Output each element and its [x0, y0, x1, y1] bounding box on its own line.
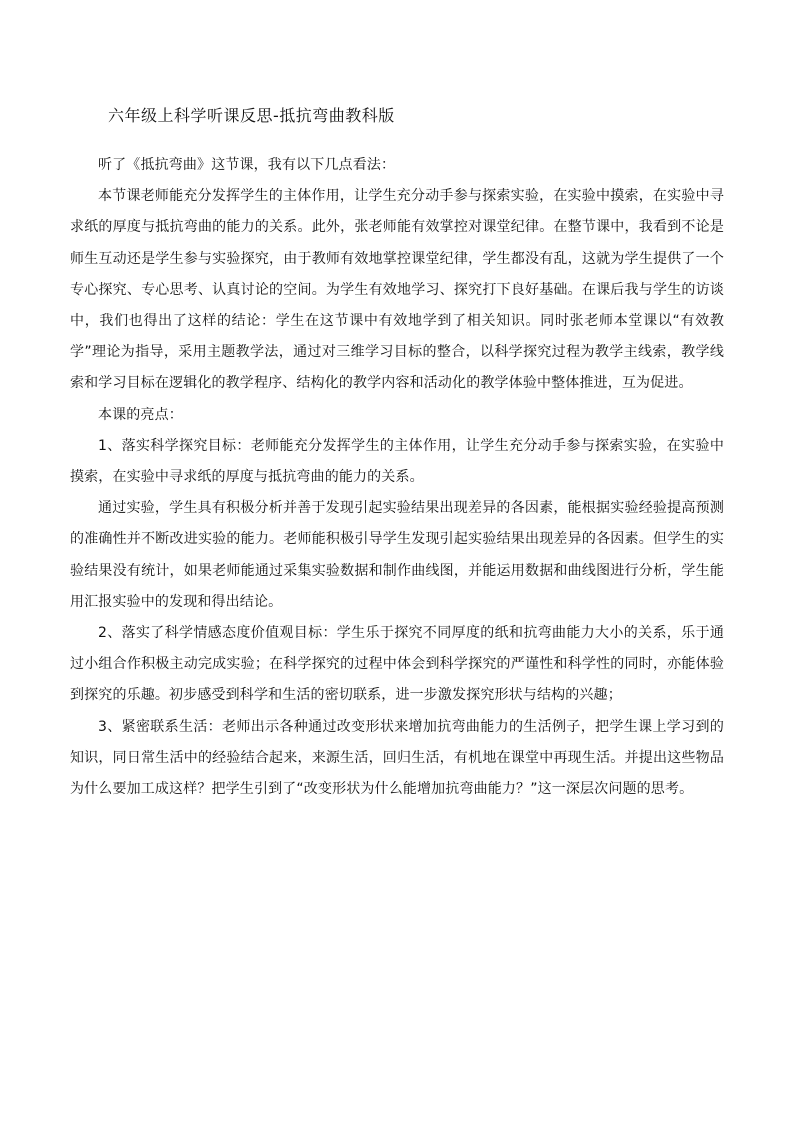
paragraph-experiment-analysis: 通过实验，学生具有积极分析并善于发现引起实验结果出现差异的各因素，能根据实验经验提高预测的准确性并不断改进实验的能力。老师能积极引导学生发现引起实验结果出现差异的各因素。但学生的实验结果没有统计，如果老师能通过采集实验数据和制作曲线图，并能运用数据和曲线图进行分析，学生能用汇报实验中的发现和得出结论。 — [70, 500, 724, 610]
paragraph-intro: 听了《抵抗弯曲》这节课，我有以下几点看法： — [98, 157, 396, 173]
paragraph-highlight-1: 1、落实科学探究目标：老师能充分发挥学生的主体作用，让学生充分动手参与探索实验，在实验中摸索，在实验中寻求纸的厚度与抵抗弯曲的能力的关系。 — [70, 437, 724, 486]
paragraph-overview: 本节课老师能充分发挥学生的主体作用，让学生充分动手参与探索实验，在实验中摸索，在实验中寻求纸的厚度与抵抗弯曲的能力的关系。此外，张老师能有效掌控对课堂纪律。在整节课中，我看到不论是师生互动还是学生参与实验探究，由于教师有效地掌控课堂纪律，学生都没有乱，这就为学生提供了一个专心探究、专心思考、认真讨论的空间。为学生有效地学习、探究打下良好基础。在课后我与学生的访谈中，我们也得出了这样的结论：学生在这节课中有效地学到了相关知识。同时张老师本堂课以“有效教学”理论为指导，采用主题教学法，通过对三维学习目标的整合，以科学探究过程为教学主线索，教学线索和学习目标在逻辑化的教学程序、结构化的教学内容和活动化的教学体验中整体推进，互为促进。 — [70, 188, 724, 392]
paragraph-highlight-3: 3、紧密联系生活：老师出示各种通过改变形状来增加抗弯曲能力的生活例子，把学生课上学习到的知识，同日常生活中的经验结合起来，来源生活，回归生活，有机地在课堂中再现生活。并提出这些物品为什么要加工成这样？把学生引到了“改变形状为什么能增加抗弯曲能力？”这一深层次问题的思考。 — [70, 718, 724, 798]
document-title: 六年级上科学听课反思-抵抗弯曲教科版 — [108, 106, 395, 125]
document-body — [70, 150, 724, 805]
paragraph-highlights-heading: 本课的亮点： — [98, 406, 183, 423]
paragraph-highlight-2: 2、落实了科学情感态度价值观目标：学生乐于探究不同厚度的纸和抗弯曲能力大小的关系，乐于通过小组合作积极主动完成实验；在科学探究的过程中体会到科学探究的严谨性和科学性的同时，亦能体验到探究的乐趣。初步感受到科学和生活的密切联系，进一步激发探究形状与结构的兴趣； — [70, 625, 724, 704]
